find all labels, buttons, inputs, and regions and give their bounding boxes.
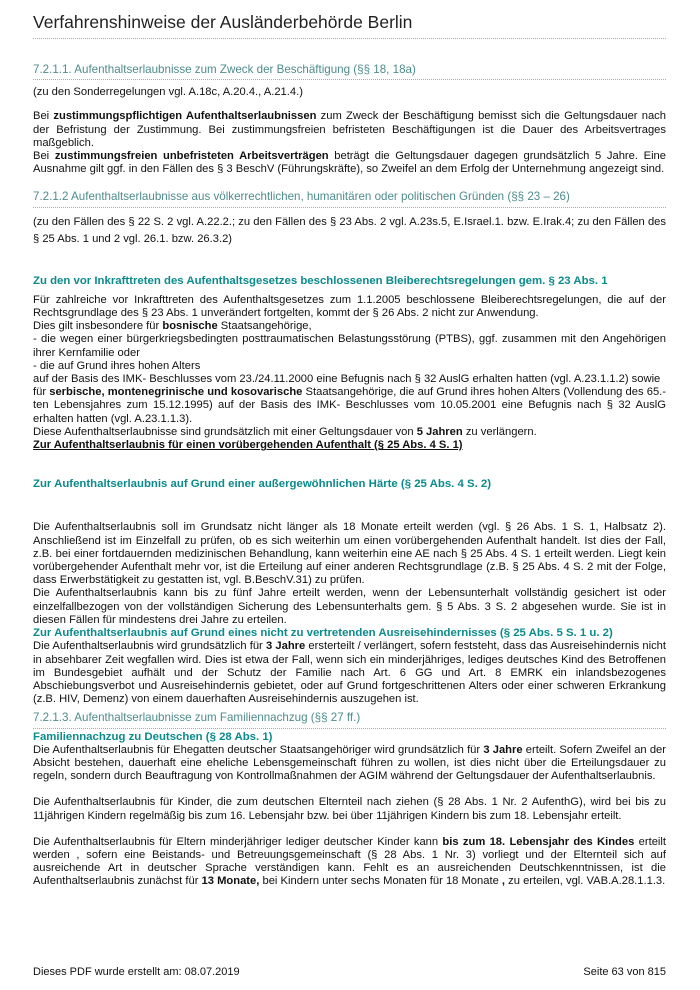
subheading-ausreisehindernis: Zur Aufenthaltserlaubnis auf Grund eines nicht zu vertretenden Ausreisehindernisses (§ 25 Abs. 5 S. 1 u. 2) <box>33 627 613 640</box>
subheading-deutsche: Familiennachzug zu Deutschen (§ 28 Abs. 1) <box>33 730 273 743</box>
section-heading-familiennachzug: 7.2.1.3. Aufenthaltserlaubnisse zum Familiennachzug (§§ 27 ff.) <box>33 711 666 728</box>
creation-date: Dieses PDF wurde erstellt am: 08.07.2019 <box>33 966 240 978</box>
list-item: - die wegen einer bürgerkriegsbedingten posttraumatischen Belastungsstörung (PTBS), ggf. zusammen mit den Angehörigen ihrer Kernfamilie oder <box>33 333 666 359</box>
paragraph: Die Aufenthaltserlaubnis für Kinder, die zum deutschen Elternteil nach ziehen (§ 28 Abs. 1 Nr. 2 AufenthG), wird bei bis zu 11jährigen Kindern regelmäßig bis zum 16. Lebensjahr bzw. bei über 11jährigen Kindern bis zum 18. Lebensjahr erteilt. <box>33 796 666 822</box>
paragraph: Die Aufenthaltserlaubnis soll im Grundsatz nicht länger als 18 Monate erteilt werden (vgl. § 26 Abs. 1 S. 1, Halbsatz 2). Anschließend ist im Einzelfall zu prüfen, ob es sich weiterhin um einen vorübergehenden Aufenthalt handelt. Ist dies der Fall, z.B. bei einer fortdauernden medizinischen Behandlung, kann weiterhin eine AE nach § 25 Abs. 4 S. 1 erteilt werden. Liegt kein vorübergehender Aufenthalt mehr vor, ist die Erteilung auf einer anderen Rechtsgrundlage (z.B. § 25 Abs. 4 S. 2 mit der Folge, dass Erwerbstätigkeit zu gestatten ist, vgl. B.BeschV.31) zu prüfen. <box>33 521 666 587</box>
paragraph: Die Aufenthaltserlaubnis kann bis zu fünf Jahre erteilt werden, wenn der Lebensunterhalt vollständig gesichert ist oder einzelfallbezogen von der vollständigen Sicherung des Lebensunterhalts gem. § 5 Abs. 3 S. 2 abgesehen wurde. Sie ist in diesen Fällen für mindestens drei Jahre zu erteilen. <box>33 587 666 626</box>
section-heading-beschaeftigung: 7.2.1.1. Aufenthaltserlaubnisse zum Zweck der Beschäftigung (§§ 18, 18a) <box>33 63 666 80</box>
paragraph: Die Aufenthaltserlaubnis für Ehegatten deutscher Staatsangehöriger wird grundsätzlich für 3 Jahre erteilt. Sofern Zweifel an der Absicht bestehen, dauerhaft eine eheliche Lebensgemeinschaft führen zu wollen, ist dies nicht über die Erteilungsdauer zu regeln, sondern durch Beauftragung von Kontrollmaßnahmen der AGIM während der Geltungsdauer der Aufenthaltserlaubnis. <box>33 743 666 783</box>
page-title: Verfahrenshinweise der Ausländerbehörde Berlin <box>33 12 666 39</box>
page-footer <box>33 966 666 978</box>
section-heading-humanitaer: 7.2.1.2 Aufenthaltserlaubnisse aus völkerrechtlichen, humanitären oder politischen Gründen (§§ 23 – 26) <box>33 190 666 207</box>
underlined-heading: Zur Aufenthaltserlaubnis für einen vorübergehenden Aufenthalt (§ 25 Abs. 4 S. 1) <box>33 439 463 452</box>
subheading-haerte: Zur Aufenthaltserlaubnis auf Grund einer außergewöhnlichen Härte (§ 25 Abs. 4 S. 2) <box>33 478 492 491</box>
paragraph: Dies gilt insbesondere für bosnische Staatsangehörige, <box>33 320 312 333</box>
paragraph: Die Aufenthaltserlaubnis für Eltern minderjähriger lediger deutscher Kinder kann bis zum 18. Lebensjahr des Kindes erteilt werden , sofern eine Beistands- und Betreuungsgemeinschaft (§ 28 Abs. 1 Nr. 3) vorliegt und der Elternteil sich auf ausreichende Art in deutscher Sprache verständigen kann. Fehlt es an ausreichenden Deutschkenntnissen, ist die Aufenthaltserlaubnis zunächst für 13 Monate, bei Kindern unter sechs Monaten für 18 Monate , zu erteilen, vgl. VAB.A.28.1.1.3. <box>33 835 666 888</box>
list-item: - die auf Grund ihres hohen Alters <box>33 359 201 372</box>
paragraph: auf der Basis des IMK- Beschlusses vom 23./24.11.2000 eine Befugnis nach § 32 AuslG erhalten hatten (vgl. A.23.1.1.2) sowie <box>33 373 661 386</box>
paragraph: Bei zustimmungsfreien unbefristeten Arbeitsverträgen beträgt die Geltungsdauer dagegen grundsätzlich 5 Jahre. Eine Ausnahme gilt ggf. in den Fällen des § 3 BeschV (Führungskräfte), so Zweifel an dem Erfolg der Unternehmung angezeigt sind. <box>33 150 667 176</box>
paragraph: Die Aufenthaltserlaubnis wird grundsätzlich für 3 Jahre ersterteilt / verlängert, sofern feststeht, dass das Ausreisehindernis nicht in absehbarer Zeit wegfallen wird. Dies ist etwa der Fall, wenn sich ein minderjähriges, lediges deutsches Kind des Betroffenen im Bundesgebiet aufhält und der Schutz der Familie nach Art. 6 GG und Art. 8 EMRK ein inlandsbezogenes Abschiebungsverbot und Ausreisehindernis gebietet, oder auf Grund fortgeschrittenen Alters oder einer schweren Erkrankung (z.B. HIV, Demenz) von einem dauerhaften Ausreisehindernis auszugehen ist. <box>33 640 666 706</box>
subheading-bleiberecht: Zu den vor Inkrafttreten des Aufenthaltsgesetzes beschlossenen Bleiberechtsregelungen gem. § 23 Abs. 1 <box>33 274 608 287</box>
paragraph: Bei zustimmungspflichtigen Aufenthaltserlaubnissen zum Zweck der Beschäftigung bemisst sich die Geltungsdauer nach der Befristung der Zustimmung. Bei zustimmungsfreien befristeten Beschäftigungen ist die Dauer des Arbeitsvertrages maßgeblich. <box>33 110 666 149</box>
paragraph: Diese Aufenthaltserlaubnisse sind grundsätzlich mit einer Geltungsdauer von 5 Jahren zu verlängern. <box>33 425 537 438</box>
page-number: Seite 63 von 815 <box>583 966 666 978</box>
reference-note: (zu den Fällen des § 22 S. 2 vgl. A.22.2.; zu den Fällen des § 23 Abs. 2 vgl. A.23s.5, E.Israel.1. bzw. E.Irak.4; zu den Fällen des § 25 Abs. 1 und 2 vgl. 26.1. bzw. 26.3.2) <box>33 215 666 245</box>
reference-note: (zu den Sonderregelungen vgl. A.18c, A.20.4., A.21.4.) <box>33 86 303 99</box>
paragraph: Für zahlreiche vor Inkrafttreten des Aufenthaltsgesetzes zum 1.1.2005 beschlossene Bleiberechtsregelungen, die auf der Rechtsgrundlage des § 23 Abs. 1 unverändert fortgelten, kommt der § 26 Abs. 2 nicht zur Anwendung. <box>33 293 666 320</box>
paragraph: für serbische, montenegrinische und kosovarische Staatsangehörige, die auf Grund ihres hohen Alters (Vollendung des 65.-ten Lebensjahres zum 15.12.1995) auf der Basis des IMK- Beschlusses vom 10.05.2001 eine Befugnis nach § 32 AuslG erhalten hatten (vgl. A.23.1.1.3). <box>33 386 667 425</box>
document-body <box>33 63 666 889</box>
